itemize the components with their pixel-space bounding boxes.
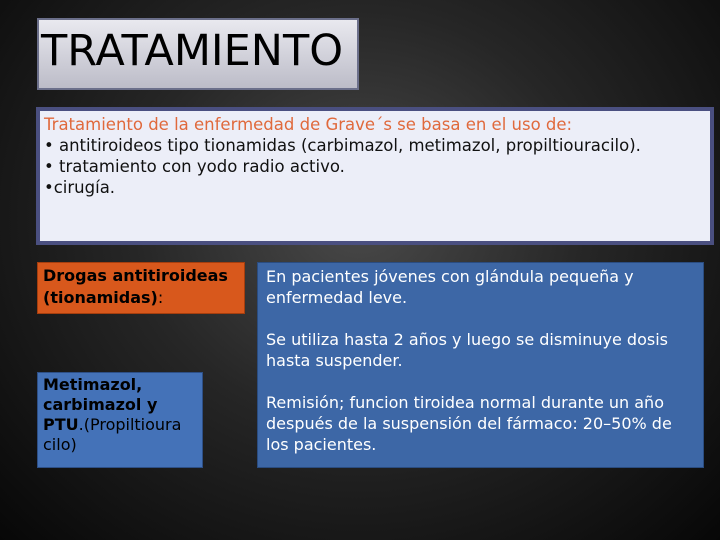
info-paragraph-2: Se utiliza hasta 2 años y luego se disminuye dosis hasta suspender.: [266, 330, 668, 370]
intro-lead: Tratamiento de la enfermedad de Grave´s se basa en el uso de:: [44, 115, 573, 134]
info-paragraph-3: Remisión; funcion tiroidea normal durante un año después de la suspensión del fármaco: 20–50% de los pacientes.: [266, 393, 672, 454]
slide-title: TRATAMIENTO: [41, 26, 344, 76]
drug-class-suffix: :: [157, 288, 164, 307]
info-box: [257, 262, 704, 468]
title-box: [37, 18, 359, 90]
intro-bullet-3: •cirugía.: [44, 178, 116, 197]
info-paragraph-1: En pacientes jóvenes con glándula pequeña y enfermedad leve.: [266, 267, 634, 307]
intro-box: [36, 107, 714, 245]
drug-class-box: [37, 262, 245, 314]
drug-names-box: [37, 372, 203, 468]
intro-bullet-1: • antitiroideos tipo tionamidas (carbimazol, metimazol, propiltiouracilo).: [44, 136, 641, 155]
intro-bullet-2: • tratamiento con yodo radio activo.: [44, 157, 345, 176]
drug-class-label: Drogas antitiroideas (tionamidas): [43, 266, 228, 307]
drug-names-label: Metimazol, carbimazol y PTU: [43, 375, 158, 434]
drug-names-rest: .(Propiltioura cilo): [43, 415, 182, 454]
